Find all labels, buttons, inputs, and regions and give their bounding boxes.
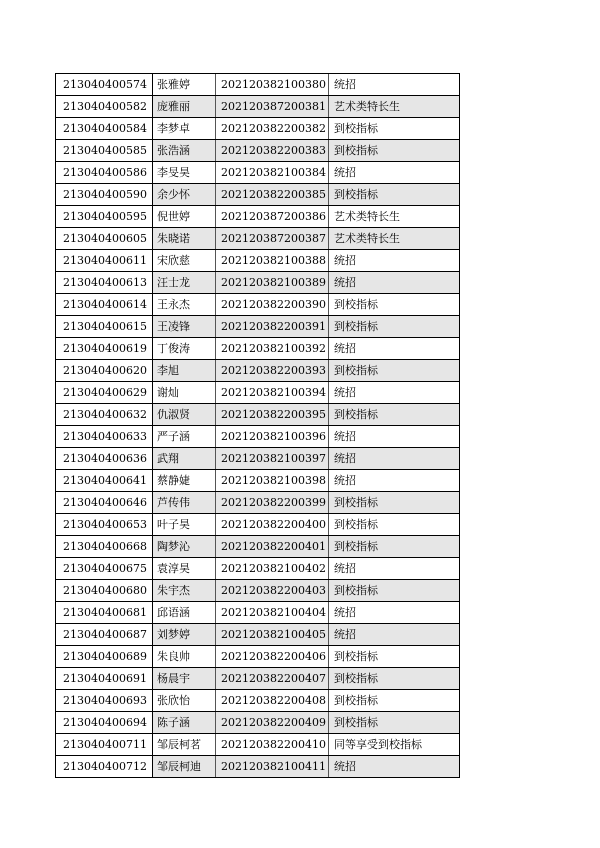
admission-number-cell: 202120382200403	[216, 580, 329, 602]
admission-type-cell: 艺术类特长生	[329, 206, 460, 228]
exam-number-cell: 213040400653	[56, 514, 153, 536]
student-name-cell: 李旻昊	[153, 162, 216, 184]
admission-number-cell: 202120382200400	[216, 514, 329, 536]
table-row	[56, 624, 460, 646]
table-row	[56, 228, 460, 250]
table-row	[56, 404, 460, 426]
student-name-cell: 陈子涵	[153, 712, 216, 734]
table-row	[56, 74, 460, 96]
admission-type-cell: 到校指标	[329, 712, 460, 734]
admission-number-cell: 202120382200393	[216, 360, 329, 382]
admission-type-cell: 到校指标	[329, 580, 460, 602]
table-row	[56, 514, 460, 536]
admission-number-cell: 202120382200410	[216, 734, 329, 756]
exam-number-cell: 213040400613	[56, 272, 153, 294]
exam-number-cell: 213040400574	[56, 74, 153, 96]
admission-type-cell: 统招	[329, 448, 460, 470]
admission-number-cell: 202120382100405	[216, 624, 329, 646]
student-name-cell: 庞雅丽	[153, 96, 216, 118]
table-row	[56, 602, 460, 624]
admission-number-cell: 202120382100394	[216, 382, 329, 404]
admission-number-cell: 202120382200408	[216, 690, 329, 712]
exam-number-cell: 213040400595	[56, 206, 153, 228]
exam-number-cell: 213040400687	[56, 624, 153, 646]
admission-type-cell: 统招	[329, 162, 460, 184]
admission-type-cell: 统招	[329, 558, 460, 580]
admission-table-body	[56, 74, 460, 778]
student-name-cell: 朱良帅	[153, 646, 216, 668]
admission-number-cell: 202120382200407	[216, 668, 329, 690]
student-name-cell: 李旭	[153, 360, 216, 382]
student-name-cell: 王永杰	[153, 294, 216, 316]
student-name-cell: 邹辰柯茗	[153, 734, 216, 756]
exam-number-cell: 213040400641	[56, 470, 153, 492]
exam-number-cell: 213040400584	[56, 118, 153, 140]
exam-number-cell: 213040400691	[56, 668, 153, 690]
table-row	[56, 382, 460, 404]
exam-number-cell: 213040400629	[56, 382, 153, 404]
admission-type-cell: 统招	[329, 74, 460, 96]
student-name-cell: 张浩涵	[153, 140, 216, 162]
table-row	[56, 470, 460, 492]
admission-type-cell: 到校指标	[329, 118, 460, 140]
admission-table	[55, 73, 460, 778]
student-name-cell: 刘梦婷	[153, 624, 216, 646]
exam-number-cell: 213040400636	[56, 448, 153, 470]
table-row	[56, 140, 460, 162]
student-name-cell: 倪世婷	[153, 206, 216, 228]
admission-type-cell: 统招	[329, 624, 460, 646]
admission-number-cell: 202120382100411	[216, 756, 329, 778]
exam-number-cell: 213040400689	[56, 646, 153, 668]
student-name-cell: 丁俊涛	[153, 338, 216, 360]
admission-number-cell: 202120387200387	[216, 228, 329, 250]
student-name-cell: 谢灿	[153, 382, 216, 404]
exam-number-cell: 213040400590	[56, 184, 153, 206]
student-name-cell: 张欣怡	[153, 690, 216, 712]
exam-number-cell: 213040400681	[56, 602, 153, 624]
admission-type-cell: 统招	[329, 338, 460, 360]
admission-number-cell: 202120382200406	[216, 646, 329, 668]
exam-number-cell: 213040400586	[56, 162, 153, 184]
admission-number-cell: 202120382100404	[216, 602, 329, 624]
admission-number-cell: 202120382100397	[216, 448, 329, 470]
table-row	[56, 162, 460, 184]
admission-number-cell: 202120382100388	[216, 250, 329, 272]
admission-number-cell: 202120387200386	[216, 206, 329, 228]
student-name-cell: 杨晨宇	[153, 668, 216, 690]
admission-type-cell: 同等享受到校指标	[329, 734, 460, 756]
table-row	[56, 250, 460, 272]
admission-type-cell: 到校指标	[329, 514, 460, 536]
table-row	[56, 426, 460, 448]
admission-type-cell: 到校指标	[329, 536, 460, 558]
student-name-cell: 朱宇杰	[153, 580, 216, 602]
admission-number-cell: 202120382200390	[216, 294, 329, 316]
exam-number-cell: 213040400633	[56, 426, 153, 448]
table-row	[56, 712, 460, 734]
student-name-cell: 叶子昊	[153, 514, 216, 536]
admission-type-cell: 到校指标	[329, 316, 460, 338]
exam-number-cell: 213040400615	[56, 316, 153, 338]
student-name-cell: 余少怀	[153, 184, 216, 206]
table-row	[56, 558, 460, 580]
student-name-cell: 邱语涵	[153, 602, 216, 624]
student-name-cell: 陶梦沁	[153, 536, 216, 558]
table-row	[56, 272, 460, 294]
table-row	[56, 734, 460, 756]
student-name-cell: 汪士龙	[153, 272, 216, 294]
table-row	[56, 338, 460, 360]
admission-type-cell: 统招	[329, 756, 460, 778]
table-row	[56, 118, 460, 140]
student-name-cell: 袁淳昊	[153, 558, 216, 580]
admission-number-cell: 202120382100402	[216, 558, 329, 580]
table-row	[56, 96, 460, 118]
admission-type-cell: 统招	[329, 426, 460, 448]
exam-number-cell: 213040400712	[56, 756, 153, 778]
student-name-cell: 武翔	[153, 448, 216, 470]
table-row	[56, 360, 460, 382]
admission-number-cell: 202120382200382	[216, 118, 329, 140]
admission-number-cell: 202120382200385	[216, 184, 329, 206]
exam-number-cell: 213040400605	[56, 228, 153, 250]
exam-number-cell: 213040400694	[56, 712, 153, 734]
student-name-cell: 仇淑贤	[153, 404, 216, 426]
table-row	[56, 184, 460, 206]
student-name-cell: 王凌锋	[153, 316, 216, 338]
admission-number-cell: 202120382200383	[216, 140, 329, 162]
admission-number-cell: 202120382100389	[216, 272, 329, 294]
exam-number-cell: 213040400582	[56, 96, 153, 118]
admission-type-cell: 到校指标	[329, 668, 460, 690]
admission-type-cell: 到校指标	[329, 690, 460, 712]
exam-number-cell: 213040400711	[56, 734, 153, 756]
exam-number-cell: 213040400614	[56, 294, 153, 316]
admission-type-cell: 统招	[329, 602, 460, 624]
exam-number-cell: 213040400585	[56, 140, 153, 162]
student-name-cell: 宋欣慈	[153, 250, 216, 272]
admission-type-cell: 统招	[329, 250, 460, 272]
admission-number-cell: 202120382100392	[216, 338, 329, 360]
admission-type-cell: 艺术类特长生	[329, 228, 460, 250]
table-row	[56, 668, 460, 690]
exam-number-cell: 213040400611	[56, 250, 153, 272]
table-row	[56, 316, 460, 338]
admission-number-cell: 202120382100380	[216, 74, 329, 96]
student-name-cell: 严子涵	[153, 426, 216, 448]
exam-number-cell: 213040400620	[56, 360, 153, 382]
admission-type-cell: 到校指标	[329, 646, 460, 668]
admission-type-cell: 到校指标	[329, 140, 460, 162]
admission-number-cell: 202120382200409	[216, 712, 329, 734]
table-row	[56, 580, 460, 602]
table-row	[56, 756, 460, 778]
admission-type-cell: 到校指标	[329, 184, 460, 206]
admission-number-cell: 202120382100398	[216, 470, 329, 492]
admission-type-cell: 统招	[329, 272, 460, 294]
admission-number-cell: 202120382100384	[216, 162, 329, 184]
exam-number-cell: 213040400619	[56, 338, 153, 360]
student-name-cell: 李梦卓	[153, 118, 216, 140]
student-name-cell: 芦传伟	[153, 492, 216, 514]
admission-number-cell: 202120382200401	[216, 536, 329, 558]
table-row	[56, 206, 460, 228]
admission-number-cell: 202120382200395	[216, 404, 329, 426]
student-name-cell: 蔡静婕	[153, 470, 216, 492]
exam-number-cell: 213040400646	[56, 492, 153, 514]
table-row	[56, 646, 460, 668]
table-row	[56, 690, 460, 712]
exam-number-cell: 213040400668	[56, 536, 153, 558]
table-row	[56, 492, 460, 514]
admission-type-cell: 艺术类特长生	[329, 96, 460, 118]
student-name-cell: 朱晓诺	[153, 228, 216, 250]
admission-type-cell: 到校指标	[329, 294, 460, 316]
admission-type-cell: 到校指标	[329, 360, 460, 382]
exam-number-cell: 213040400693	[56, 690, 153, 712]
table-row	[56, 536, 460, 558]
admission-number-cell: 202120382200391	[216, 316, 329, 338]
exam-number-cell: 213040400632	[56, 404, 153, 426]
admission-number-cell: 202120382100396	[216, 426, 329, 448]
admission-type-cell: 统招	[329, 470, 460, 492]
admission-type-cell: 到校指标	[329, 492, 460, 514]
exam-number-cell: 213040400680	[56, 580, 153, 602]
admission-type-cell: 到校指标	[329, 404, 460, 426]
admission-number-cell: 202120382200399	[216, 492, 329, 514]
student-name-cell: 邹辰柯迪	[153, 756, 216, 778]
exam-number-cell: 213040400675	[56, 558, 153, 580]
admission-type-cell: 统招	[329, 382, 460, 404]
admission-number-cell: 202120387200381	[216, 96, 329, 118]
student-name-cell: 张雅婷	[153, 74, 216, 96]
table-row	[56, 294, 460, 316]
table-row	[56, 448, 460, 470]
